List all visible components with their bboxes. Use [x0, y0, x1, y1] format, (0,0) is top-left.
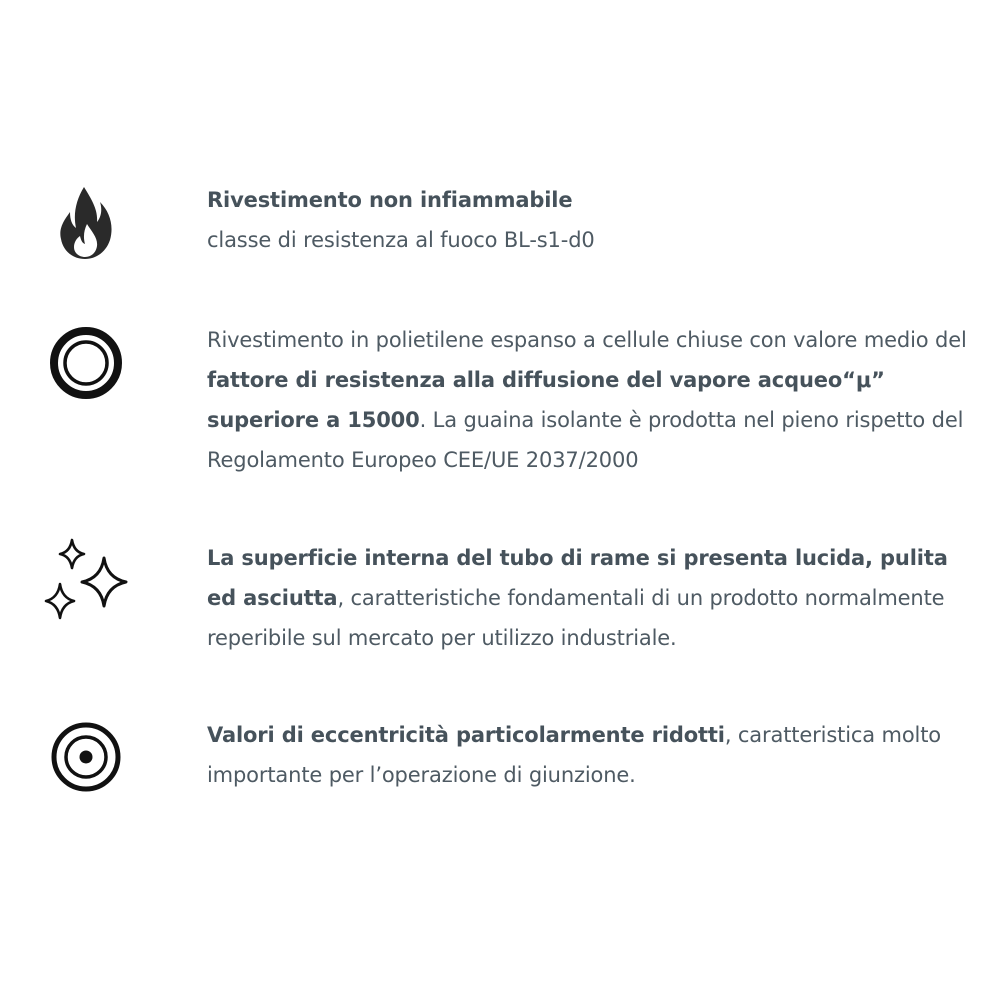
feature-title: Rivestimento non infiammabile: [207, 188, 573, 212]
flame-icon: [40, 182, 132, 274]
feature-text-bold: Valori di eccentricità particolarmente ridotti: [207, 723, 725, 747]
feature-text: [207, 180, 967, 260]
concentric-circles-icon: [40, 711, 132, 803]
feature-text-bold: fattore di resistenza alla diffusione del vapore acqueo“μ” superiore a 15000: [207, 368, 885, 432]
feature-text: [207, 538, 967, 658]
double-ring-icon: [40, 317, 132, 409]
feature-subtitle: classe di resistenza al fuoco BL-s1-d0: [207, 228, 595, 252]
sparkles-icon: [40, 538, 132, 630]
feature-text: [207, 320, 967, 480]
feature-text: [207, 715, 967, 795]
feature-text-rest: , caratteristiche fondamentali di un prodotto normalmente reperibile sul mercato per utilizzo industriale.: [207, 586, 945, 650]
feature-text-part2: . La guaina isolante è prodotta nel pieno rispetto del Regolamento Europeo CEE/UE 2037/2000: [207, 408, 964, 472]
feature-text-bold: La superficie interna del tubo di rame si presenta lucida, pulita ed asciutta: [207, 546, 948, 610]
feature-text-rest: , caratteristica molto importante per l’operazione di giunzione.: [207, 723, 942, 787]
feature-text-part1: Rivestimento in polietilene espanso a cellule chiuse con valore medio del: [207, 328, 967, 352]
